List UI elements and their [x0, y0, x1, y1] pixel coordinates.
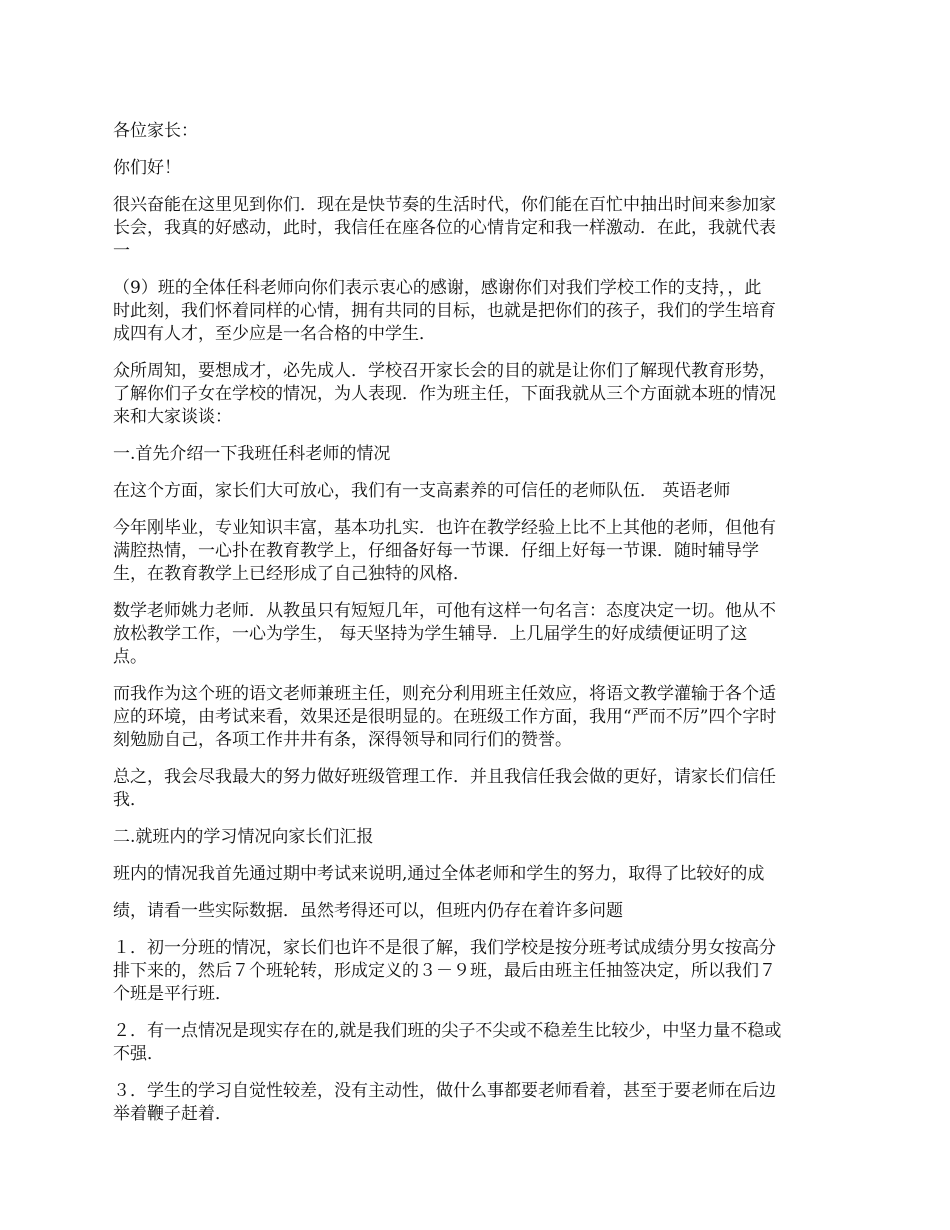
paragraph-purpose [113, 360, 843, 429]
greeting [113, 157, 843, 180]
section-heading-2 [113, 826, 843, 849]
text-line: 总之，我会尽我最大的努力做好班级管理工作．并且我信任我会做的更好，请家长们信任 [113, 767, 776, 787]
text-line: 很兴奋能在这里见到你们．现在是快节奏的生活时代，你们能在百忙中抽出时间来参加家 [113, 195, 776, 215]
text-line: （9）班的全体任科老师向你们表示衷心的感谢，感谢你们对我们学校工作的支持，，此 [113, 278, 762, 298]
text-line: 你们好！ [113, 158, 181, 178]
text-line: 班内的情况我首先通过期中考试来说明,通过全体老师和学生的努力，取得了比较好的成 [113, 864, 765, 884]
text-line: 生，在教育教学上已经形成了自己独特的风格． [113, 564, 470, 584]
text-line: 时此刻，我们怀着同样的心情，拥有共同的目标，也就是把你们的孩子，我们的学生培育 [113, 301, 776, 321]
text-line: 二.就班内的学习情况向家长们汇报 [113, 827, 374, 847]
text-line: 举着鞭子赶着． [113, 1104, 232, 1124]
text-line: 应的环境，由考试来看，效果还是很明显的。在班级工作方面，我用“严而不厉”四个字时 [113, 707, 777, 727]
list-item-3 [113, 1080, 843, 1126]
text-line: 来和大家谈谈： [113, 407, 232, 427]
paragraph-exam-intro [113, 863, 843, 886]
text-line: 我． [113, 790, 147, 810]
list-item-1 [113, 937, 843, 1006]
text-line: 长会，我真的好感动，此时，我信任在座各位的心情肯定和我一样激动．在此，我就代表 [113, 218, 776, 238]
text-line: 放松教学工作，一心为学生， 每天坚持为学生辅导．上几届学生的好成绩便证明了这 [113, 624, 748, 644]
text-line: 排下来的，然后７个班轮转，形成定义的３－９班，最后由班主任抽签决定，所以我们７ [113, 961, 776, 981]
text-line: 各位家长： [113, 121, 198, 141]
text-line: 数学老师姚力老师．从教虽只有短短几年，可他有这样一句名言：态度决定一切。他从不 [113, 601, 776, 621]
paragraph-thanks [113, 277, 843, 346]
section-heading-1 [113, 443, 843, 466]
paragraph-teachers [113, 480, 843, 503]
salutation [113, 120, 843, 143]
text-line: 今年刚毕业，专业知识丰富，基本功扎实．也许在教学经验上比不上其他的老师，但他有 [113, 518, 776, 538]
document-body [113, 120, 843, 1140]
list-item-2 [113, 1020, 843, 1066]
paragraph-chinese-teacher [113, 683, 843, 752]
text-line: 在这个方面，家长们大可放心，我们有一支高素养的可信任的老师队伍． 英语老师 [113, 481, 731, 501]
paragraph-math-teacher [113, 600, 843, 669]
text-line: 一 [113, 241, 130, 261]
paragraph-intro [113, 194, 843, 263]
paragraph-english-teacher [113, 517, 843, 586]
text-line: 满腔热情，一心扑在教育教学上，仔细备好每一节课．仔细上好每一节课．随时辅导学 [113, 541, 759, 561]
text-line: 众所周知，要想成才，必先成人．学校召开家长会的目的就是让你们了解现代教育形势， [113, 361, 776, 381]
text-line: 个班是平行班． [113, 984, 232, 1004]
text-line: 绩，请看一些实际数据．虽然考得还可以，但班内仍存在着许多问题 [113, 901, 623, 921]
text-line: ３．学生的学习自觉性较差，没有主动性，做什么事都要老师看着，甚至于要老师在后边 [113, 1081, 776, 1101]
text-line: 刻勉励自己，各项工作井井有条，深得领导和同行们的赞誉。 [113, 730, 572, 750]
text-line: 了解你们子女在学校的情况，为人表现．作为班主任，下面我就从三个方面就本班的情况 [113, 384, 776, 404]
paragraph-summary [113, 766, 843, 812]
text-line: １．初一分班的情况，家长们也许不是很了解，我们学校是按分班考试成绩分男女按高分 [113, 938, 776, 958]
text-line: 点。 [113, 647, 147, 667]
text-line: 一.首先介绍一下我班任科老师的情况 [113, 444, 391, 464]
text-line: 不强． [113, 1044, 164, 1064]
text-line: 成四有人才，至少应是一名合格的中学生． [113, 324, 436, 344]
paragraph-exam-data [113, 900, 843, 923]
text-line: ２．有一点情况是现实存在的,就是我们班的尖子不尖或不稳差生比较少，中坚力量不稳或 [113, 1021, 782, 1041]
text-line: 而我作为这个班的语文老师兼班主任，则充分利用班主任效应，将语文教学灌输于各个适 [113, 684, 776, 704]
